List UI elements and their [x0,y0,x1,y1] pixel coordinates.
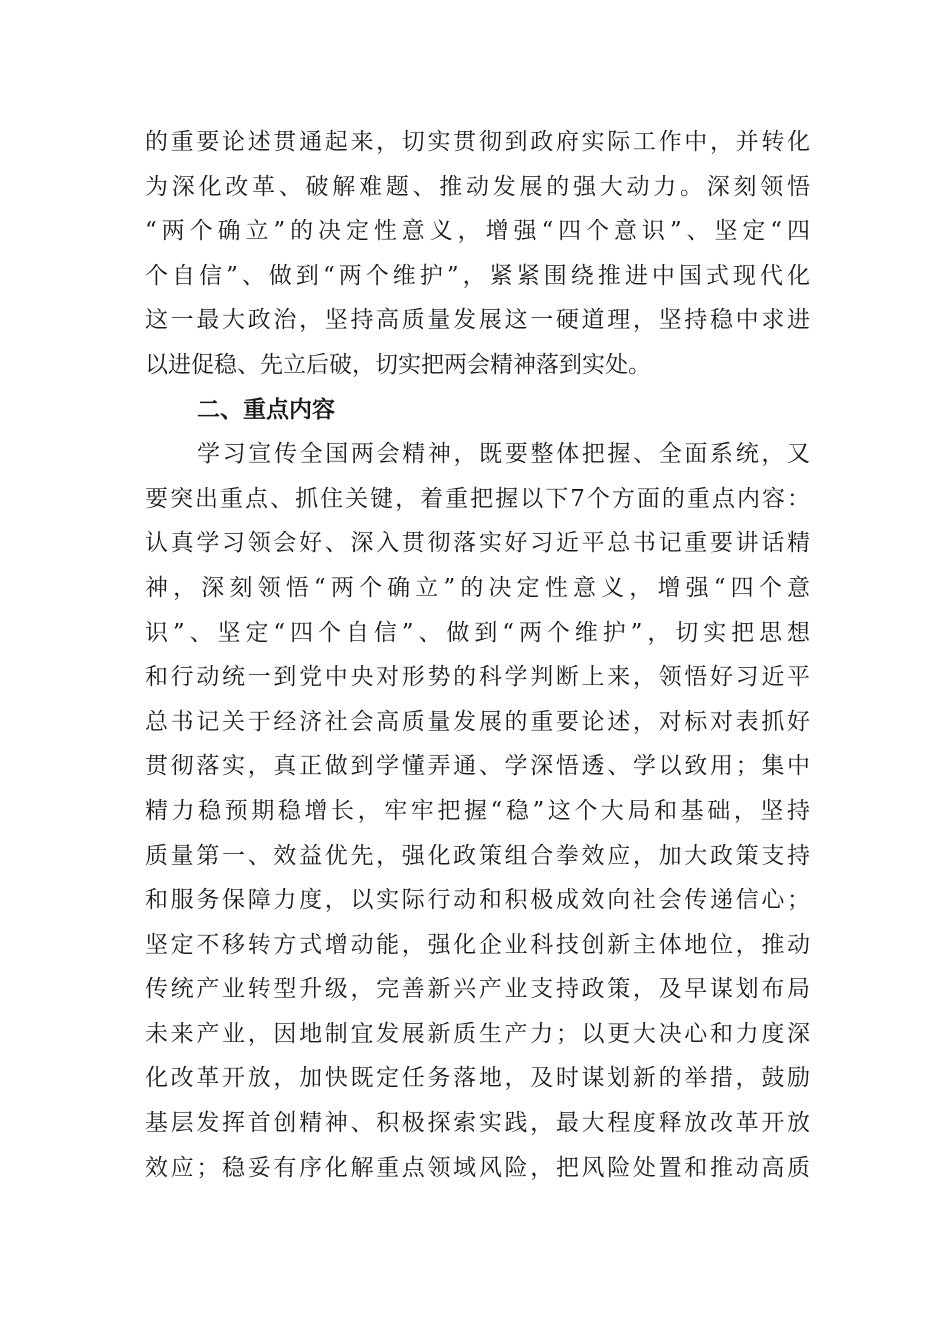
paragraph-1 [145,120,810,388]
text-line: 识”、坚定“四个自信”、做到“两个维护”，切实把思想 [145,619,810,646]
text-line: 总书记关于经济社会高质量发展的重要论述，对标对表抓好 [145,708,810,735]
text-line: 精力稳预期稳增长，牢牢把握“稳”这个大局和基础，坚持 [145,797,810,824]
text-line: 的重要论述贯通起来，切实贯彻到政府实际工作中，并转化 [145,129,810,155]
section-heading: 二、重点内容 [197,396,335,423]
text-line: 基层发挥首创精神、积极探索实践，最大程度释放改革开放 [145,1110,810,1137]
text-line: 传统产业转型升级，完善新兴产业支持政策，及早谋划布局 [145,976,810,1003]
text-line: 和行动统一到党中央对形势的科学判断上来，领悟好习近平 [145,664,810,691]
text-line: 化改革开放，加快既定任务落地，及时谋划新的举措，鼓励 [145,1065,810,1092]
text-line: 要突出重点、抓住关键，着重把握以下7个方面的重点内容： [145,485,810,512]
text-line: 以进促稳、先立后破，切实把两会精神落到实处。 [145,351,651,378]
text-line: 和服务保障力度，以实际行动和积极成效向社会传递信心； [145,887,810,914]
text-line: 学习宣传全国两会精神，既要整体把握、全面系统，又 [197,441,810,468]
text-line: 这一最大政治，坚持高质量发展这一硬道理，坚持稳中求进 [145,307,810,334]
text-line: 未来产业，因地制宜发展新质生产力；以更大决心和力度深 [145,1020,810,1047]
text-line: 效应；稳妥有序化解重点领域风险，把风险处置和推动高质 [145,1154,810,1181]
document-body [145,120,810,1190]
text-line: 神，深刻领悟“两个确立”的决定性意义，增强“四个意 [145,574,810,601]
text-line: 为深化改革、破解难题、推动发展的强大动力。深刻领悟 [145,173,810,200]
text-line: 质量第一、效益优先，强化政策组合拳效应，加大政策支持 [145,842,810,869]
text-line: 贯彻落实，真正做到学懂弄通、学深悟透、学以致用；集中 [145,753,810,780]
text-line: “两个确立”的决定性意义，增强“四个意识”、坚定“四 [145,218,810,245]
paragraph-2 [145,432,810,1190]
text-line: 个自信”、做到“两个维护”，紧紧围绕推进中国式现代化 [145,262,810,289]
text-line: 认真学习领会好、深入贯彻落实好习近平总书记重要讲话精 [145,530,810,557]
text-line: 坚定不移转方式增动能，强化企业科技创新主体地位，推动 [145,931,810,958]
